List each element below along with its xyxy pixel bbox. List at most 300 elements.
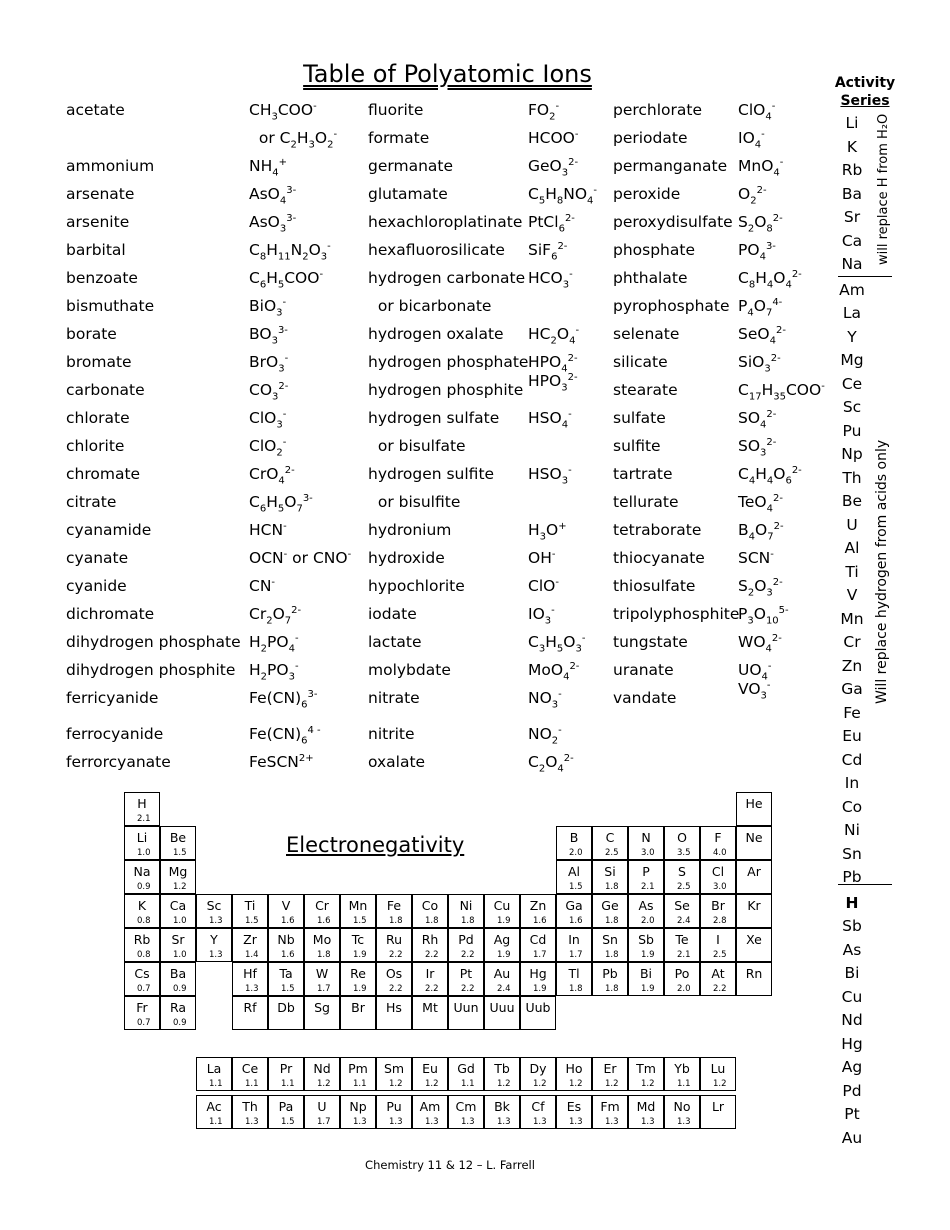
element-symbol: B (569, 830, 579, 845)
element-symbol: Cf (531, 1099, 545, 1114)
ion-row (66, 157, 836, 181)
ion-formula: $Cr_2O_7^{2-}$ (249, 605, 302, 627)
element-symbol: Tb (494, 1061, 510, 1076)
ion-name: hydrogen sulfite (368, 465, 495, 483)
ion-name: tungstate (613, 633, 688, 651)
ion-name: barbital (66, 241, 126, 259)
element-cell (700, 894, 736, 928)
ion-row (66, 605, 836, 629)
element-cell (232, 1057, 268, 1091)
element-cell (232, 962, 268, 996)
element-cell (592, 826, 628, 860)
electronegativity-value: 1.5 (245, 916, 259, 926)
ion-formula: $P_3O_{10}^{5-}$ (738, 605, 789, 627)
element-cell (448, 996, 484, 1030)
electronegativity-value: 2.2 (425, 984, 439, 994)
ion-name: tellurate (613, 493, 679, 511)
electronegativity-value: 1.2 (389, 1079, 403, 1089)
ion-name: hexafluorosilicate (368, 241, 505, 259)
activity-metal: Ag (841, 1058, 863, 1076)
element-cell (520, 928, 556, 962)
element-cell (196, 1057, 232, 1091)
electronegativity-value: 1.7 (317, 984, 331, 994)
electronegativity-value: 2.8 (713, 916, 727, 926)
element-cell (376, 962, 412, 996)
element-cell (556, 860, 592, 894)
electronegativity-value: 0.9 (173, 984, 187, 994)
activity-metal: Np (841, 445, 863, 463)
ion-name: hydroxide (368, 549, 445, 567)
activity-metal: Nd (841, 1011, 863, 1029)
element-cell (520, 1057, 556, 1091)
element-cell (448, 962, 484, 996)
element-cell (556, 1095, 592, 1129)
element-cell (700, 962, 736, 996)
electronegativity-value: 2.5 (713, 950, 727, 960)
element-symbol: At (711, 966, 725, 981)
electronegativity-value: 1.3 (209, 916, 223, 926)
electronegativity-value: 2.2 (425, 950, 439, 960)
activity-metal: Y (847, 327, 857, 346)
element-cell (592, 962, 628, 996)
element-cell (592, 928, 628, 962)
label-replace-h-from-water: will replace H from H₂O (876, 113, 891, 265)
element-symbol: Os (385, 966, 403, 981)
element-symbol: Sm (383, 1061, 405, 1076)
element-cell (124, 894, 160, 928)
electronegativity-value: 1.9 (641, 950, 655, 960)
electronegativity-value: 1.5 (281, 1117, 295, 1127)
ion-name: tartrate (613, 465, 673, 483)
ion-name: sulfate (613, 409, 666, 427)
element-symbol: Ba (169, 966, 187, 981)
electronegativity-value: 1.2 (533, 1079, 547, 1089)
element-cell (556, 826, 592, 860)
activity-metal: As (842, 940, 862, 959)
element-symbol: Br (711, 898, 725, 913)
element-symbol: Ne (745, 830, 763, 845)
activity-metal: Au (841, 1128, 863, 1147)
element-cell (376, 894, 412, 928)
electronegativity-value: 1.3 (533, 1117, 547, 1127)
ion-formula: $O_2^{2-}$ (738, 185, 767, 207)
ion-formula: $NO_2^-$ (528, 725, 562, 747)
ion-row (66, 213, 836, 237)
activity-divider-hydrogen (838, 884, 892, 885)
electronegativity-value: 2.2 (461, 950, 475, 960)
ion-formula: $NO_3^-$ (528, 689, 562, 711)
activity-metal: Pd (842, 1081, 862, 1100)
element-symbol: Nb (277, 932, 295, 947)
ion-formula: $HC_2O_4^-$ (528, 325, 580, 347)
ion-name: or bisulfite (368, 493, 461, 511)
electronegativity-value: 1.5 (569, 882, 583, 892)
element-cell (340, 928, 376, 962)
activity-metal: Zn (841, 656, 863, 675)
electronegativity-value: 2.0 (641, 916, 655, 926)
electronegativity-value: 4.0 (713, 848, 727, 858)
electronegativity-value: 1.1 (209, 1117, 223, 1127)
electronegativity-value: 1.0 (137, 848, 151, 858)
electronegativity-value: 1.7 (569, 950, 583, 960)
electronegativity-value: 2.2 (389, 950, 403, 960)
element-symbol: Tm (636, 1061, 656, 1076)
element-cell (484, 928, 520, 962)
ion-name: arsenite (66, 213, 130, 231)
element-symbol: In (568, 932, 580, 947)
electronegativity-value: 2.5 (677, 882, 691, 892)
ion-row (66, 549, 836, 573)
ion-row (66, 297, 836, 321)
element-cell (376, 996, 412, 1030)
ion-formula: $P_4O_7^{4-}$ (738, 297, 783, 319)
electronegativity-value: 1.3 (605, 1117, 619, 1127)
ion-formula: OH- (528, 549, 556, 568)
ion-name: benzoate (66, 269, 138, 287)
footer-credit: Chemistry 11 & 12 – L. Farrell (365, 1158, 535, 1172)
ion-name: thiocyanate (613, 549, 705, 567)
ion-row (66, 437, 836, 461)
ion-formula: $C_8H_4O_4^{2-}$ (738, 269, 802, 291)
element-symbol: Fm (600, 1099, 620, 1114)
element-symbol: Lr (711, 1099, 725, 1114)
ion-name: hydrogen sulfate (368, 409, 500, 427)
element-symbol: N (641, 830, 651, 845)
ion-formula: MoO$_4^{2-}$ (528, 661, 580, 683)
ion-name: permanganate (613, 157, 728, 175)
element-symbol: Ru (385, 932, 403, 947)
ion-formula: $C_3H_5O_3^-$ (528, 633, 586, 655)
electronegativity-value: 1.3 (353, 1117, 367, 1127)
ion-formula: $UO_4^-$ (738, 661, 772, 683)
ion-formula: $H_2PO_4^-$ (249, 633, 299, 655)
element-cell (124, 860, 160, 894)
element-cell (196, 894, 232, 928)
activity-metal: U (846, 515, 858, 534)
ion-name: hypochlorite (368, 577, 465, 595)
ion-formula: $HCO_3^-$ (528, 269, 573, 291)
electronegativity-value: 1.2 (641, 1079, 655, 1089)
element-cell (628, 1095, 664, 1129)
electronegativity-value: 1.8 (605, 916, 619, 926)
electronegativity-value: 2.0 (677, 984, 691, 994)
ion-name: bromate (66, 353, 132, 371)
electronegativity-value: 1.8 (461, 916, 475, 926)
ion-row (66, 661, 836, 685)
activity-metal: Cd (841, 750, 863, 769)
element-cell (592, 1095, 628, 1129)
element-symbol: Hf (243, 966, 257, 981)
element-symbol: Pa (278, 1099, 294, 1114)
ion-name: hydronium (368, 521, 452, 539)
activity-heading-line2: Series (840, 93, 890, 109)
electronegativity-value: 1.9 (353, 984, 367, 994)
activity-metal: Eu (842, 727, 862, 745)
ion-name: hydrogen oxalate (368, 325, 504, 343)
element-cell (664, 826, 700, 860)
ion-formula: $S_2O_8^{2-}$ (738, 213, 783, 235)
element-symbol: Pt (459, 966, 473, 981)
electronegativity-value: 1.2 (425, 1079, 439, 1089)
electronegativity-value: 2.2 (713, 984, 727, 994)
element-cell (520, 894, 556, 928)
element-symbol: No (673, 1099, 691, 1114)
element-symbol: Pd (458, 932, 474, 947)
element-symbol: Ti (244, 898, 256, 913)
electronegativity-value: 2.0 (569, 848, 583, 858)
ion-name: hydrogen phosphate (368, 353, 529, 371)
ion-row (66, 372, 836, 405)
ion-name: carbonate (66, 381, 145, 399)
element-cell (340, 1095, 376, 1129)
activity-metal: Be (841, 492, 863, 510)
element-cell (448, 1095, 484, 1129)
ion-name: nitrite (368, 725, 415, 743)
electronegativity-value: 1.8 (605, 984, 619, 994)
electronegativity-value: 1.2 (497, 1079, 511, 1089)
element-cell (700, 860, 736, 894)
element-symbol: Ag (493, 932, 511, 947)
electronegativity-value: 2.4 (677, 916, 691, 926)
activity-metal: Al (844, 539, 860, 557)
element-cell (556, 894, 592, 928)
ion-name: ferrorcyanate (66, 753, 171, 771)
ion-name: peroxide (613, 185, 681, 203)
label-replace-h-from-acids: Will replace hydrogen from acids only (874, 439, 890, 704)
element-symbol: Cr (315, 898, 329, 913)
electronegativity-value: 2.4 (497, 984, 511, 994)
element-cell (268, 962, 304, 996)
electronegativity-value: 1.5 (353, 916, 367, 926)
element-symbol: Zr (243, 932, 257, 947)
element-symbol: Ta (279, 966, 293, 981)
ion-formula: $HPO_3^{2-}$ (528, 372, 578, 394)
element-symbol: P (642, 864, 650, 879)
ion-formula: $H_3O^+$ (528, 521, 567, 543)
electronegativity-value: 0.7 (137, 1018, 151, 1028)
ion-formula: $CO_3^{2-}$ (249, 381, 289, 403)
element-cell (628, 860, 664, 894)
ion-formula: FeSCN$^{2+}$ (249, 753, 314, 772)
element-symbol: Hg (529, 966, 547, 981)
element-cell (736, 894, 772, 928)
ion-name: ammonium (66, 157, 155, 175)
ion-name: oxalate (368, 753, 426, 771)
element-symbol: Zn (529, 898, 547, 913)
electronegativity-value: 0.9 (137, 882, 151, 892)
element-cell (124, 928, 160, 962)
electronegativity-value: 2.5 (605, 848, 619, 858)
element-cell (340, 1057, 376, 1091)
activity-metal: Cr (843, 633, 861, 651)
element-symbol: Ni (459, 898, 473, 913)
ion-name: hydrogen phosphite (368, 381, 524, 399)
ion-formula: $H_2PO_3^-$ (249, 661, 299, 683)
electronegativity-value: 1.3 (641, 1117, 655, 1127)
element-symbol: Nd (313, 1061, 331, 1076)
element-symbol: S (678, 864, 686, 879)
element-symbol: Ga (565, 898, 583, 913)
activity-metal: H (845, 893, 859, 912)
activity-metal: Am (839, 280, 865, 299)
activity-metal: Pb (842, 868, 862, 886)
ion-formula: CN- (249, 577, 276, 596)
activity-metal: Na (841, 255, 863, 273)
electronegativity-value: 1.6 (281, 916, 295, 926)
activity-metal: Ga (841, 680, 863, 698)
electronegativity-value: 3.0 (713, 882, 727, 892)
element-symbol: La (206, 1061, 222, 1076)
ion-formula: $C_6H_5O_7^{3-}$ (249, 493, 313, 515)
electronegativity-value: 1.3 (389, 1117, 403, 1127)
electronegativity-value: 1.8 (317, 950, 331, 960)
element-symbol: Sc (206, 898, 222, 913)
element-cell (664, 1095, 700, 1129)
ion-name: hexachloroplatinate (368, 213, 523, 231)
ion-row (66, 493, 836, 517)
element-symbol: Si (604, 864, 616, 879)
element-cell (160, 826, 196, 860)
electronegativity-value: 1.1 (281, 1079, 295, 1089)
element-cell (376, 928, 412, 962)
ion-name: chlorate (66, 409, 130, 427)
ion-name: lactate (368, 633, 422, 651)
activity-metal: Sb (842, 917, 862, 935)
activity-metal: Ce (841, 374, 863, 393)
element-symbol: Pb (602, 966, 618, 981)
element-cell (304, 962, 340, 996)
element-symbol: Ca (169, 898, 187, 913)
electronegativity-value: 1.3 (245, 984, 259, 994)
ion-formula: $Fe(CN)_6^{4 -}$ (249, 725, 321, 747)
ion-name: fluorite (368, 101, 424, 119)
element-cell (520, 1095, 556, 1129)
ion-formula: ClO$_3$- (249, 409, 287, 431)
element-symbol: V (281, 898, 291, 913)
element-symbol: Pu (386, 1099, 402, 1114)
electronegativity-value: 2.2 (389, 984, 403, 994)
electronegativity-value: 1.3 (569, 1117, 583, 1127)
ion-formula: $C_2O_4^{2-}$ (528, 753, 574, 775)
element-cell (124, 996, 160, 1030)
electronegativity-value: 1.8 (389, 916, 403, 926)
ion-formula: ClO$_4$- (738, 101, 776, 123)
element-cell (160, 928, 196, 962)
electronegativity-value: 1.1 (353, 1079, 367, 1089)
electronegativity-value: 1.1 (209, 1079, 223, 1089)
activity-metal: Ca (841, 231, 863, 250)
ion-name: stearate (613, 381, 678, 399)
ion-name: or bisulfate (368, 437, 466, 455)
ion-name: germanate (368, 157, 454, 175)
electronegativity-value: 1.0 (173, 950, 187, 960)
electronegativity-value: 1.2 (569, 1079, 583, 1089)
element-cell (592, 1057, 628, 1091)
element-symbol: Se (674, 898, 690, 913)
element-cell (304, 928, 340, 962)
ion-formula: $HSO_3^-$ (528, 465, 572, 487)
element-cell (376, 1057, 412, 1091)
element-symbol: Ar (747, 864, 761, 879)
element-symbol: Uuu (489, 1000, 515, 1015)
element-symbol: Cd (529, 932, 547, 947)
activity-metal: Pu (842, 421, 862, 440)
ion-formula: $SO_4^{2-}$ (738, 409, 777, 431)
ion-name: citrate (66, 493, 117, 511)
ion-name: cyanate (66, 549, 129, 567)
ion-name: phthalate (613, 269, 688, 287)
activity-metal: Mn (840, 609, 864, 628)
ion-name: cyanide (66, 577, 127, 595)
element-symbol: Ra (169, 1000, 187, 1015)
element-symbol: Db (277, 1000, 295, 1015)
electronegativity-value: 1.1 (677, 1079, 691, 1089)
activity-heading-line1: Activity (834, 75, 896, 91)
ion-name: periodate (613, 129, 688, 147)
ion-name: tripolyphosphite (613, 605, 740, 623)
ion-row (66, 521, 836, 545)
element-cell (232, 996, 268, 1030)
element-cell (556, 928, 592, 962)
element-cell (196, 1095, 232, 1129)
element-symbol: I (716, 932, 720, 947)
electronegativity-value: 1.9 (353, 950, 367, 960)
element-cell (628, 826, 664, 860)
ion-formula: $B_4O_7^{2-}$ (738, 521, 784, 543)
element-cell (484, 894, 520, 928)
electronegativity-value: 2.2 (461, 984, 475, 994)
element-cell (412, 928, 448, 962)
element-symbol: W (315, 966, 329, 981)
element-symbol: Ho (565, 1061, 583, 1076)
ion-formula: $BO_3^{3-}$ (249, 325, 288, 347)
activity-metal: In (844, 774, 860, 792)
element-cell (448, 1057, 484, 1091)
ion-row (66, 725, 836, 749)
activity-metal: Cu (841, 987, 863, 1006)
electronegativity-value: 0.9 (173, 1018, 187, 1028)
element-symbol: Np (349, 1099, 367, 1114)
element-cell (664, 894, 700, 928)
electronegativity-value: 3.0 (641, 848, 655, 858)
ion-formula: $CH_3COO^-$ (249, 101, 317, 123)
electronegativity-value: 1.8 (605, 950, 619, 960)
electronegativity-value: 0.8 (137, 950, 151, 960)
activity-divider-water (838, 276, 892, 277)
electronegativity-value: 1.8 (425, 916, 439, 926)
ion-row (66, 269, 836, 293)
element-cell (376, 1095, 412, 1129)
ion-name: uranate (613, 661, 674, 679)
element-cell (736, 826, 772, 860)
element-cell (448, 928, 484, 962)
element-cell (340, 996, 376, 1030)
ion-name: bismuthate (66, 297, 155, 315)
ion-formula: SeO$_4^{2-}$ (738, 325, 786, 347)
element-cell (484, 1095, 520, 1129)
element-cell (160, 996, 196, 1030)
ion-name: selenate (613, 325, 680, 343)
ion-row (66, 577, 836, 601)
electronegativity-value: 1.7 (317, 1117, 331, 1127)
element-cell (268, 894, 304, 928)
ion-name: formate (368, 129, 430, 147)
activity-metal: V (846, 586, 858, 604)
ion-formula: $FO_2^-$ (528, 101, 560, 123)
ion-formula: HCOO- (528, 129, 579, 148)
ion-name: pyrophosphate (613, 297, 730, 315)
ion-name: ferrocyanide (66, 725, 164, 743)
